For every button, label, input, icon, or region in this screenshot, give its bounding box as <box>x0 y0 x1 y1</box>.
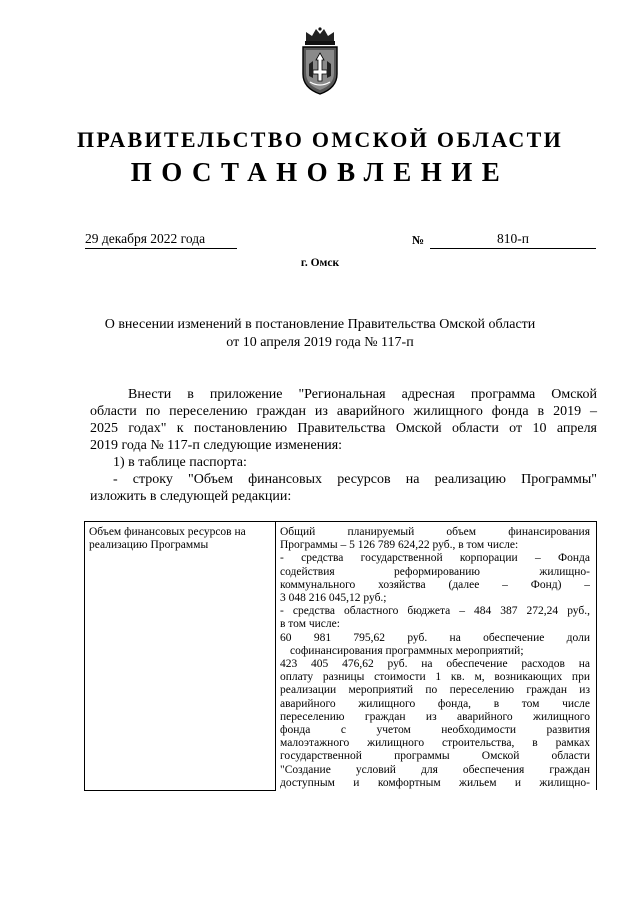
cell-line: Программы – 5 126 789 624,22 руб., в том числе: <box>280 539 519 552</box>
cell-line: доступным и комфортным жильем и жилищно- <box>280 776 590 789</box>
cell-line: 423 405 476,62 руб. на обеспечение расходов на <box>280 658 590 671</box>
cell-line: аварийного жилищного фонда, в том числе <box>280 697 590 710</box>
cell-line: оплату разницы стоимости 1 кв. м, возникающих при <box>280 671 590 684</box>
body-line: Внести в приложение "Региональная адресная программа Омской <box>128 387 597 402</box>
cell-line: содействия реформированию жилищно- <box>280 565 590 578</box>
passport-table <box>84 521 597 791</box>
cell-line: Объем финансовых ресурсов на <box>89 526 246 538</box>
document-subject <box>90 316 550 352</box>
cell-line: софинансирования программных мероприятий; <box>290 644 524 657</box>
coat-of-arms-emblem <box>296 26 344 96</box>
cell-line: в том числе: <box>280 618 340 631</box>
cell-line: Общий планируемый объем финансирования <box>280 526 590 538</box>
document-type-title: ПОСТАНОВЛЕНИЕ <box>130 157 510 187</box>
document-date: 29 декабря 2022 года <box>85 230 237 249</box>
cell-line: коммунального хозяйства (далее – Фонд) – <box>280 578 590 591</box>
cell-line: - средства государственной корпорации – Фонда <box>280 552 590 565</box>
document-number: 810-п <box>430 230 596 249</box>
cell-line: 3 048 216 045,12 руб.; <box>280 592 387 605</box>
cell-line: государственной программы Омской области <box>280 750 590 763</box>
table-cell-label <box>85 522 276 791</box>
document-city: г. Омск <box>300 257 340 269</box>
number-sign: № <box>412 233 425 247</box>
cell-line: - средства областного бюджета – 484 387 272,24 руб., <box>280 605 590 618</box>
body-line: 2019 года № 117-п следующие изменения: <box>90 438 343 453</box>
body-line: области по переселению граждан из аварийного жилищного фонда в 2019 – <box>90 404 597 419</box>
body-line: - строку "Объем финансовых ресурсов на реализацию Программы" <box>113 472 597 487</box>
cell-line: фонда с учетом необходимости развития <box>280 724 590 737</box>
body-line: 2025 годах" к постановлению Правительства Омской области от 10 апреля <box>90 421 597 436</box>
body-line: изложить в следующей редакции: <box>90 489 292 504</box>
cell-line: малоэтажного жилищного строительства, в рамках <box>280 737 590 750</box>
cell-line: "Создание условий для обеспечения граждан <box>280 763 590 776</box>
government-title: ПРАВИТЕЛЬСТВО ОМСКОЙ ОБЛАСТИ <box>77 127 563 152</box>
cell-line: реализации мероприятий по переселению граждан из <box>280 684 590 697</box>
table-row <box>85 522 597 791</box>
body-line: 1) в таблице паспорта: <box>113 455 247 470</box>
cell-line: переселению граждан из аварийного жилищного <box>280 710 590 723</box>
table-cell-value <box>276 522 597 791</box>
document-body <box>90 386 597 505</box>
cell-line: реализацию Программы <box>89 539 209 552</box>
cell-line: 60 981 795,62 руб. на обеспечение доли <box>280 631 590 644</box>
subject-line: О внесении изменений в постановление Правительства Омской области <box>104 317 536 332</box>
subject-line: от 10 апреля 2019 года № 117-п <box>226 335 414 350</box>
